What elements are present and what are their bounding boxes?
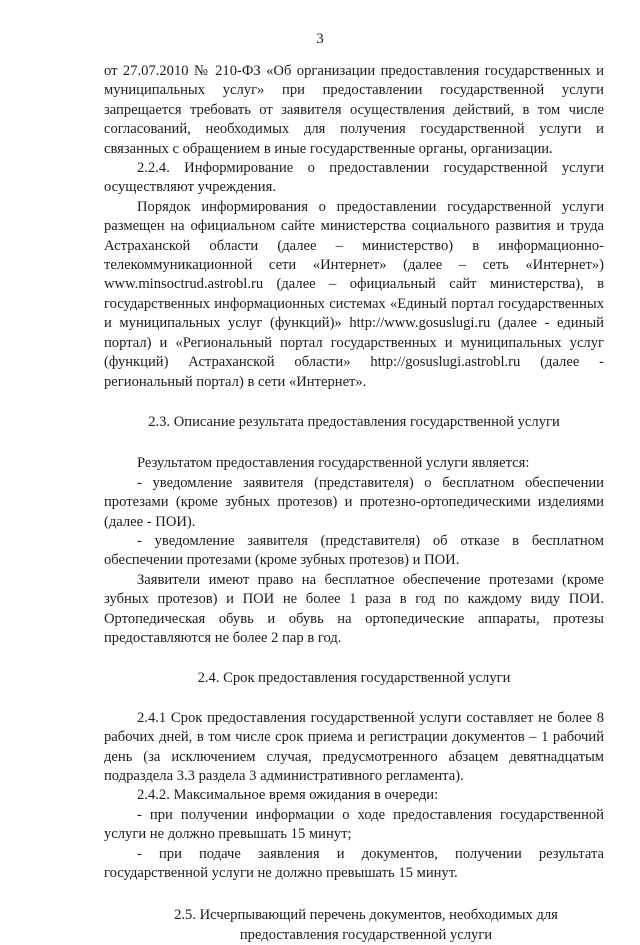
paragraph-2-2-4: 2.2.4. Информирование о предоставлении государственной услуги осуществляют учреждения. xyxy=(104,160,604,196)
list-item-wait-info: - при получении информации о ходе предоставления государственной услуги не должно превышать 15 минут; xyxy=(104,806,604,843)
list-item-wait-submission: - при подаче заявления и документов, получении результата государственной услуги не должно превышать 15 минут. xyxy=(104,845,604,882)
paragraph-2-4-1: 2.4.1 Срок предоставления государственной услуги составляет не более 8 рабочих дней, в том числе срок приема и регистрации документов – 1 рабочий день (за исключением случая, предусмотренного абзацем девятнадцатым подраздела 3.3 раздела 3 административного регламента). xyxy=(104,709,604,784)
paragraph-result-intro: Результатом предоставления государственной услуги является: xyxy=(137,455,530,472)
section-heading-2-5-line-2: предоставления государственной услуги xyxy=(239,926,493,943)
page-number: 3 xyxy=(316,31,324,47)
paragraph-informing-procedure: Порядок информирования о предоставлении государственной услуги размещен на официальном сайте министерства социального развития и труда Астраханской области (далее – министерство) в информационно-телекоммуникационной сети «Интернет» (далее – сеть «Интернет») www.minsoctrud.astrobl.ru (далее – официальный сайт министерства), в государственных информационных системах «Единый портал государственных и муниципальных услуг (функций)» http://www.gosuslugi.ru (далее - единый портал) и «Региональный портал государственных и муниципальных услуг (функций) Астраханской области» http://gosuslugi.astrobl.ru (далее - региональный портал) в сети «Интернет». xyxy=(104,198,604,390)
list-item-result-provision: - уведомление заявителя (представителя) о бесплатном обеспечении протезами (кроме зубных протезов) и протезно-ортопедическими изделиями (далее - ПОИ). xyxy=(104,474,604,530)
paragraph-2-4-2: 2.4.2. Максимальное время ожидания в очереди: xyxy=(137,787,439,804)
paragraph-applicant-rights: Заявители имеют право на бесплатное обеспечение протезами (кроме зубных протезов) и ПОИ не более 1 раза в год по каждому виду ПОИ. Ортопедическая обувь и обувь на ортопедические аппараты, протезы предоставляются не более 2 пар в год. xyxy=(104,571,604,646)
section-heading-2-5 xyxy=(104,906,604,945)
section-heading-2-3: 2.3. Описание результата предоставления государственной услуги xyxy=(148,413,560,430)
paragraph-law-reference: от 27.07.2010 № 210-ФЗ «Об организации предоставления государственных и муниципальных услуг» при предоставлении государственной услуги запрещается требовать от заявителя осуществления действий, в том числе согласований, необходимых для получения государственной услуги и связанных с обращением в иные государственные органы, организации. xyxy=(104,63,604,157)
list-item-result-refusal: - уведомление заявителя (представителя) об отказе в бесплатном обеспечении протезами (кроме зубных протезов) и ПОИ. xyxy=(104,532,604,569)
document-body xyxy=(104,62,604,945)
section-heading-2-4: 2.4. Срок предоставления государственной услуги xyxy=(197,670,511,687)
section-heading-2-5-line-1: 2.5. Исчерпывающий перечень документов, необходимых для xyxy=(174,907,558,924)
